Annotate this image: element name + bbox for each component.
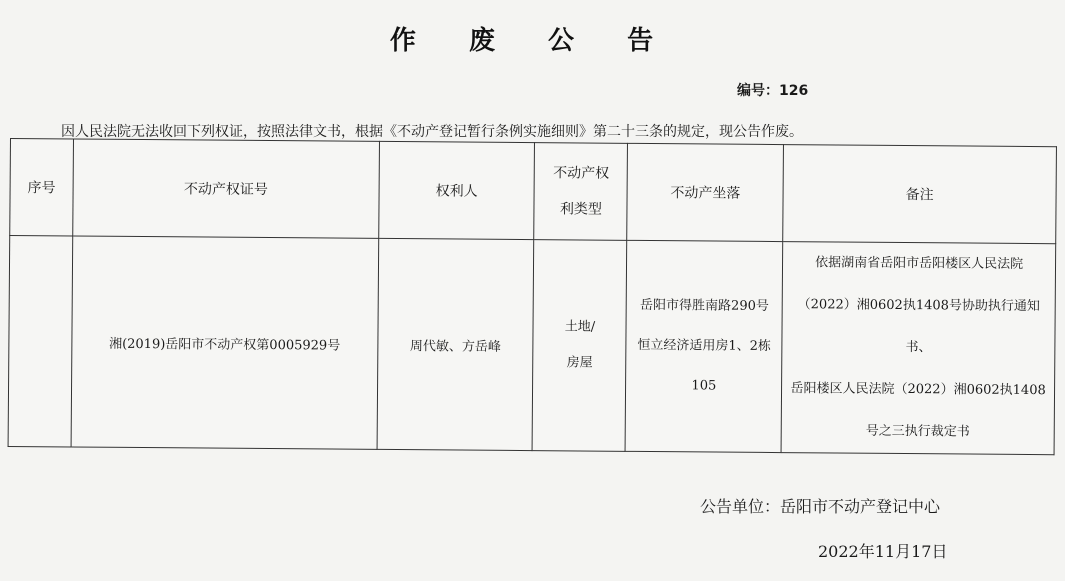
void-certificate-table [8, 138, 1057, 455]
cell-right-type-line2: 房屋 [566, 355, 593, 371]
cell-seq [8, 236, 73, 447]
cell-location-line2: 恒立经济适用房1、2栋 [637, 337, 772, 354]
header-right-type-line2: 利类型 [559, 201, 602, 218]
header-holder: 权利人 [378, 141, 535, 239]
issue-date: 2022年11月17日 [818, 542, 948, 561]
cell-remark-line4: 号之三执行裁定书 [865, 423, 970, 440]
cell-cert-no: 湘(2019)岳阳市不动产权第0005929号 [71, 236, 378, 449]
cell-location [625, 240, 782, 452]
header-right-type-line1: 不动产权 [553, 165, 610, 182]
table-header-row [10, 139, 1057, 244]
cell-right-type-line1: 土地/ [564, 319, 596, 335]
header-cert-no: 不动产权证号 [73, 139, 379, 238]
document-title: 作 废 公 告 [389, 26, 676, 56]
document-number: 编号：126 [737, 83, 809, 99]
cell-right-type [533, 240, 628, 452]
header-seq: 序号 [10, 139, 74, 236]
issuing-unit: 公告单位：岳阳市不动产登记中心 [700, 497, 941, 516]
cell-location-line1: 岳阳市得胜南路290号 [640, 297, 769, 314]
cell-remark-line1: 依据湖南省岳阳市岳阳楼区人民法院 [815, 255, 1024, 272]
header-location: 不动产坐落 [627, 143, 784, 241]
intro-paragraph: 因人民法院无法收回下列权证，按照法律文书，根据《不动产登记暂行条例实施细则》第二十三条的规定，现公告作废。 [61, 124, 803, 140]
cell-remark-line2: （2022）湘0602执1408号协助执行通知书、 [797, 297, 1041, 356]
header-remark: 备注 [783, 145, 1057, 244]
cell-remark [781, 242, 1055, 455]
header-right-type [534, 143, 628, 241]
table-row [8, 236, 1056, 455]
cell-holder: 周代敏、方岳峰 [377, 238, 534, 450]
cell-location-line3: 105 [691, 378, 717, 394]
cell-remark-line3: 岳阳楼区人民法院（2022）湘0602执1408 [790, 381, 1046, 399]
